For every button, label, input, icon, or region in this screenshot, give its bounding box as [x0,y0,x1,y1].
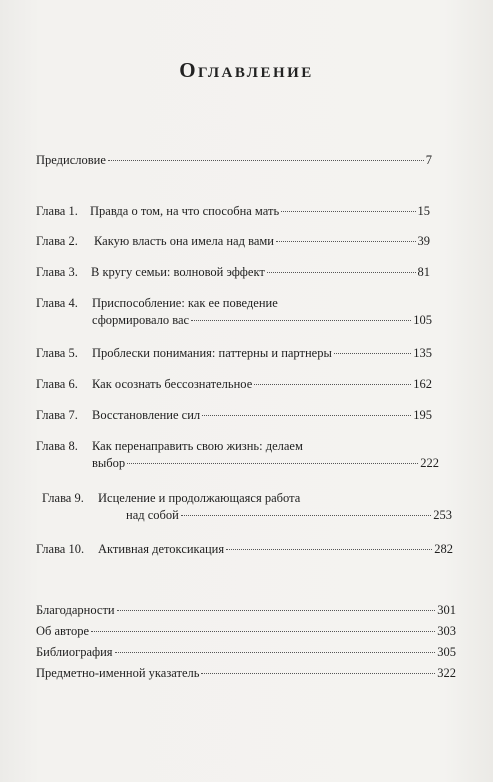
chapter-title-line-1: Приспособление: как ее поведение [92,296,278,310]
toc-page-number: 322 [437,666,456,680]
toc-entry-acknowledgements [36,602,456,619]
toc-entry-chapter-3 [36,264,430,281]
chapter-title-line-2: над собой [126,508,179,522]
chapter-title: Правда о том, на что способна мать [90,204,280,218]
chapter-number: Глава 6. [36,377,78,391]
chapter-title: Активная детоксикация [98,542,225,556]
toc-label: Благодарности [36,603,115,617]
toc-entry-chapter-9 [42,490,452,524]
chapter-number: Глава 5. [36,346,78,360]
chapter-title-line-1: Исцеление и продолжающаяся работа [98,491,301,505]
toc-label: Предисловие [36,153,106,167]
dot-leader [91,631,435,632]
toc-page-number: 135 [413,346,432,360]
chapter-number: Глава 2. [36,234,78,248]
dot-leader [281,211,415,212]
toc-entry-chapter-4 [36,295,432,329]
dot-leader [202,415,411,416]
toc-label: Об авторе [36,624,89,638]
dot-leader [254,384,411,385]
toc-entry-bibliography [36,644,456,661]
chapter-title: Восстановление сил [92,408,201,422]
dot-leader [108,160,424,161]
toc-page-number: 81 [417,265,430,279]
dot-leader [115,652,436,653]
toc-page-number: 303 [437,624,456,638]
chapter-title-line-1: Как перенаправить свою жизнь: делаем [92,439,303,453]
toc-page-number: 15 [417,204,430,218]
chapter-title: Как осознать бессознательное [92,377,253,391]
toc-entry-preface [36,152,432,169]
toc-entry-index [36,665,456,682]
toc-page-number: 301 [437,603,456,617]
chapter-number: Глава 9. [42,491,84,505]
toc-page-number: 222 [420,456,439,470]
dot-leader [117,610,436,611]
toc-label: Библиография [36,645,113,659]
toc-page-number: 282 [434,542,453,556]
toc-entry-chapter-5 [36,345,432,362]
toc-page-number: 162 [413,377,432,391]
toc-page-number: 305 [437,645,456,659]
chapter-number: Глава 4. [36,296,78,310]
toc-entry-about-author [36,623,456,640]
chapter-number: Глава 7. [36,408,78,422]
toc-entry-chapter-6 [36,376,432,393]
dot-leader [201,673,435,674]
dot-leader [334,353,411,354]
toc-label: Предметно-именной указатель [36,666,200,680]
toc-page-number: 39 [417,234,430,248]
chapter-number: Глава 10. [36,542,85,556]
toc-page-number: 253 [433,508,452,522]
dot-leader [191,320,411,321]
page-title: Оглавление [179,58,314,82]
dot-leader [127,463,418,464]
toc-page-number: 105 [413,313,432,327]
toc-entry-chapter-2 [36,233,430,250]
chapter-title: Проблески понимания: паттерны и партнеры [92,346,332,360]
toc-page-number: 7 [425,153,432,167]
chapter-number: Глава 8. [36,439,78,453]
toc-entry-chapter-10 [36,541,453,558]
chapter-title-line-2: выбор [92,456,126,470]
chapter-number: Глава 3. [36,265,78,279]
chapter-title: Какую власть она имела над вами [94,234,274,248]
dot-leader [226,549,432,550]
chapter-number: Глава 1. [36,204,78,218]
chapter-title: В кругу семьи: волновой эффект [91,265,265,279]
toc-entry-chapter-7 [36,407,432,424]
dot-leader [267,272,416,273]
chapter-title-line-2: сформировало вас [92,313,190,327]
dot-leader [181,515,431,516]
toc-entry-chapter-8 [36,438,439,472]
dot-leader [276,241,416,242]
toc-page-number: 195 [413,408,432,422]
toc-entry-chapter-1 [36,203,430,220]
